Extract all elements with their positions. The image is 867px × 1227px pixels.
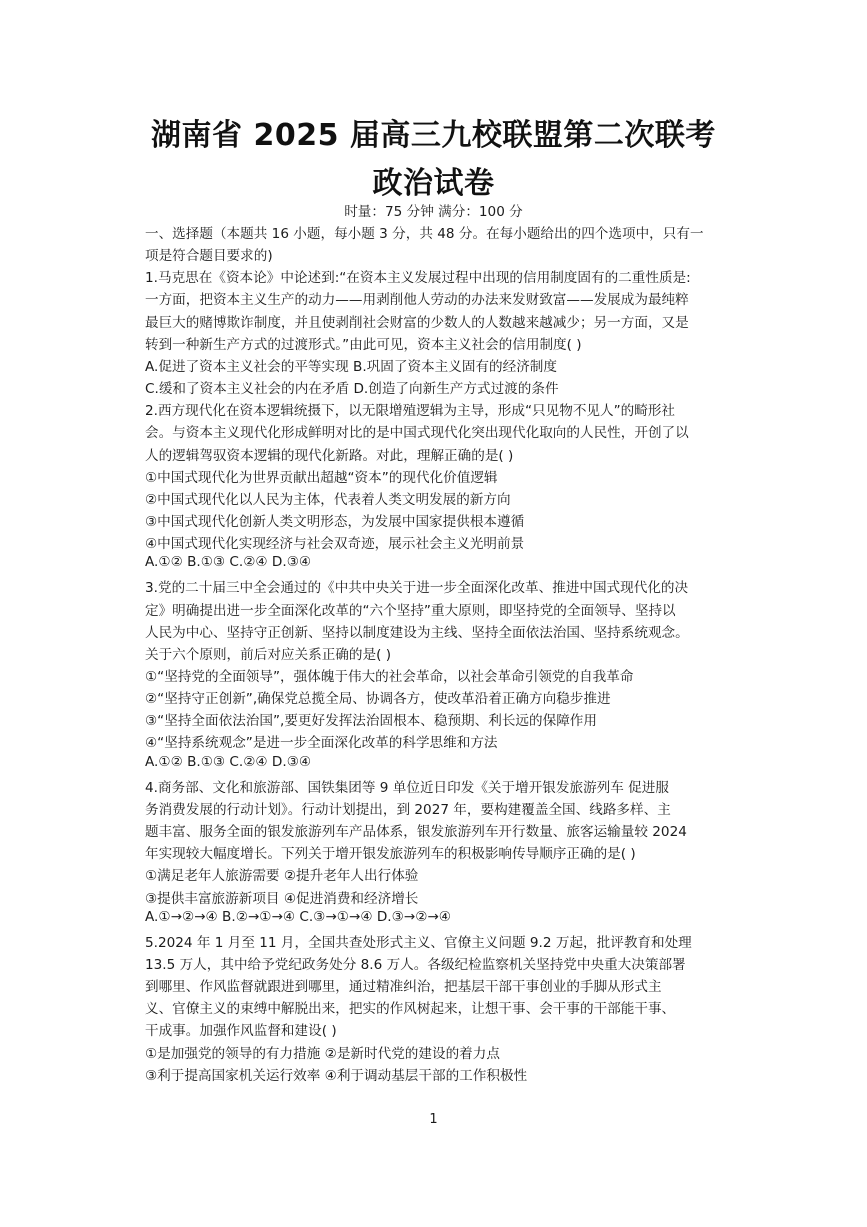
text-line: ③中国式现代化创新人类文明形态，为发展中国家提供根本遵循 [145,513,525,530]
text-line: 5.2024 年 1 月至 11 月，全国共查处形式主义、官僚主义问题 9.2 万起，批评教育和处理 [145,934,692,951]
exam-title: 湖南省 2025 届高三九校联盟第二次联考 [151,118,716,153]
text-line: 4.商务部、文化和旅游部、国铁集团等 9 单位近日印发《关于增开银发旅游列车 促进服 [145,779,669,796]
text-line: 一、选择题（本题共 16 小题，每小题 3 分，共 48 分。在每小题给出的四个选项中，只有一 [145,226,704,242]
text-line: 义、官僚主义的束缚中解脱出来，把实的作风树起来，让想干事、会干事的干部能干事、 [145,1001,676,1018]
text-line: A.①→②→④ B.②→①→④ C.③→①→④ D.③→②→④ [145,908,451,925]
text-line: 到哪里、作风监督就跟进到哪里，通过精准纠治，把基层干部干事创业的手脚从形式主 [145,979,662,996]
text-line: 1.马克思在《资本论》中论述到:“在资本主义发展过程中出现的信用制度固有的二重性质是: [145,270,691,287]
text-line: 关于六个原则，前后对应关系正确的是( ) [145,646,392,663]
exam-subject-title: 政治试卷 [372,166,495,201]
text-line: ①中国式现代化为世界贡献出超越“资本”的现代化价值逻辑 [145,469,498,486]
text-line: 最巨大的赌博欺诈制度，并且使剥削社会财富的少数人的人数越来越减少；另一方面，又是 [145,314,689,331]
text-line: ④“坚持系统观念”是进一步全面深化改革的科学思维和方法 [145,735,498,752]
text-line: ②中国式现代化以人民为主体，代表着人类文明发展的新方向 [145,491,511,508]
exam-meta: 时量：75 分钟 满分：100 分 [344,204,523,220]
text-line: 干成事。加强作风监督和建设( ) [145,1023,337,1040]
text-line: 一方面，把资本主义生产的动力——用剥削他人劳动的办法来发财致富——发展成为最纯粹 [145,292,689,309]
text-line: A.①② B.①③ C.②④ D.③④ [145,554,312,571]
text-line: ②“坚持守正创新”,确保党总揽全局、协调各方，使改革沿着正确方向稳步推进 [145,691,611,708]
text-line: ③利于提高国家机关运行效率 ④利于调动基层干部的工作积极性 [145,1067,528,1084]
text-line: ③提供丰富旅游新项目 ④促进消费和经济增长 [145,890,419,907]
text-line: 年实现较大幅度增长。下列关于增开银发旅游列车的积极影响传导顺序正确的是( ) [145,846,636,863]
text-line: 转到一种新生产方式的过渡形式。”由此可见，资本主义社会的信用制度( ) [145,336,582,353]
text-line: ①是加强党的领导的有力措施 ②是新时代党的建设的着力点 [145,1045,500,1062]
text-line: 定》明确提出进一步全面深化改革的“六个坚持”重大原则，即坚持党的全面领导、坚持以 [145,602,676,619]
text-line: ③“坚持全面依法治国”,要更好发挥法治固根本、稳预期、利长远的保障作用 [145,713,597,730]
text-line: ①满足老年人旅游需要 ②提升老年人出行体验 [145,868,419,885]
text-line: ④中国式现代化实现经济与社会双奇迹，展示社会主义光明前景 [145,536,525,553]
text-line: 人民为中心、坚持守正创新、坚持以制度建设为主线、坚持全面依法治国、坚持系统观念。 [145,624,689,641]
text-line: 会。与资本主义现代化形成鲜明对比的是中国式现代化突出现代化取向的人民性，开创了以 [145,425,689,442]
page-number: 1 [429,1112,438,1127]
text-line: 3.党的二十届三中全会通过的《中共中央关于进一步全面深化改革、推进中国式现代化的决 [145,580,689,597]
text-line: 项是符合题目要求的) [145,248,273,265]
text-line: 题丰富、服务全面的银发旅游列车产品体系，银发旅游列车开行数量、旅客运输量较 2024 [145,824,687,841]
text-line: 务消费发展的行动计划》。行动计划提出，到 2027 年，要构建覆盖全国、线路多样、主 [145,801,671,818]
text-line: 人的逻辑驾驭资本逻辑的现代化新路。对此，理解正确的是( ) [145,447,514,464]
text-line: ①“坚持党的全面领导”，强体魄于伟大的社会革命，以社会革命引领党的自我革命 [145,669,634,685]
text-line: C.缓和了资本主义社会的内在矛盾 D.创造了向新生产方式过渡的条件 [145,381,559,398]
text-line: A.①② B.①③ C.②④ D.③④ [145,753,312,770]
text-line: A.促进了资本主义社会的平等实现 B.巩固了资本主义固有的经济制度 [145,358,557,375]
text-line: 2.西方现代化在资本逻辑统摄下，以无限增殖逻辑为主导，形成“只见物不见人”的畸形社 [145,403,676,420]
text-line: 13.5 万人，其中给予党纪政务处分 8.6 万人。各级纪检监察机关坚持党中央重大决策部署 [145,956,686,973]
